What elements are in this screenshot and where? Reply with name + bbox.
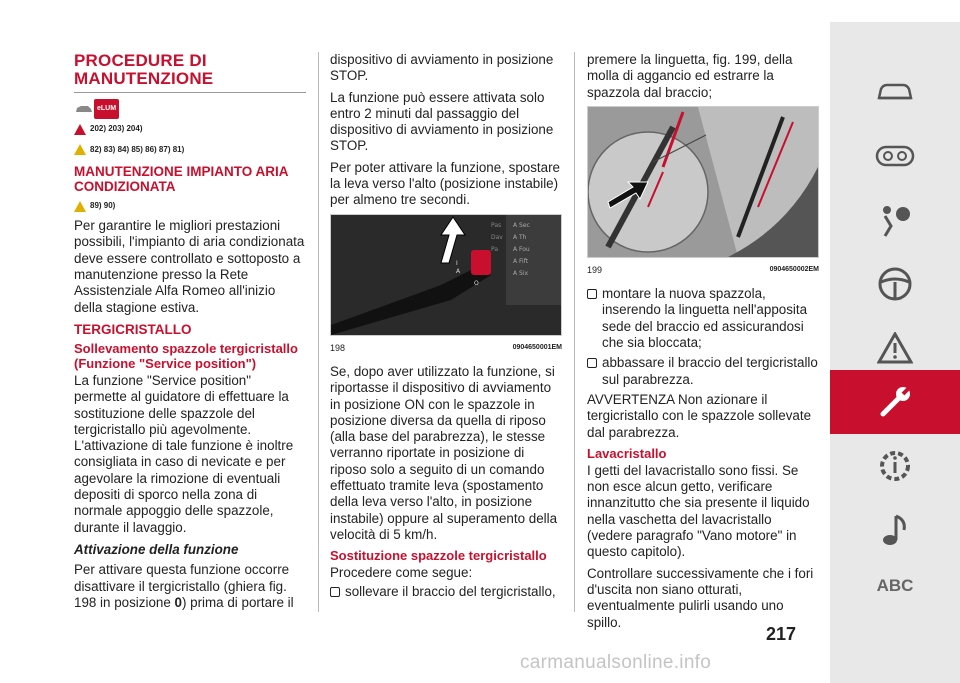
col2-paragraph-1: dispositivo di avviamento in posizione STOP. [330, 52, 554, 84]
list-item: abbassare il braccio del tergicristallo sul parabrezza. [587, 355, 819, 388]
title-rule [74, 92, 306, 93]
svg-text:A: A [456, 267, 461, 275]
ac-paragraph: Per garantire le migliori prestazioni possibili, l'impianto di aria condizionata deve essere controllato e sottoposto a manutenzione presso la Rete Assistenziale Alfa Romeo all'inizio della stagione estiva. [74, 218, 305, 315]
checkbox-bullet-icon [587, 358, 597, 368]
steering-wheel-icon [877, 266, 913, 302]
sidebar-item-safety[interactable] [830, 188, 960, 252]
activation-title: Attivazione della funzione [74, 541, 239, 557]
wiper-lever-illustration [331, 215, 561, 335]
svg-text:A Six: A Six [513, 269, 529, 277]
column-divider [574, 52, 575, 612]
svg-text:A Th: A Th [513, 233, 527, 241]
activation-paragraph: Per attivare questa funzione occorre disattivare il tergicristallo (ghiera fig. 198 in posizione 0) prima di portare il [74, 562, 294, 610]
col2-paragraph-3: Per poter attivare la funzione, spostare la leva verso l'alto (posizione instabile) per almeno tre secondi. [330, 159, 561, 208]
col2-paragraph-4: Se, dopo aver utilizzato la funzione, si riportasse il dispositivo di avviamento in posizione ON con le spazzole in posizione diversa da quella di riposo (alla base del parabrezza), le stesse verranno riportate in posizione di riposo solo a seguito di un comando effettuato tramite leva (spostamento della leva verso l'alto, in posizione instabile) oppure al superamento della velocità di 5 km/h. [330, 363, 558, 542]
replace-title: Sostituzione spazzole tergicristallo [330, 548, 547, 564]
elum-tag: eLUM [94, 99, 119, 119]
column-1 [74, 52, 306, 616]
svg-text:I: I [456, 259, 458, 267]
wiper-blade-illustration [588, 107, 818, 257]
washer-paragraph-1: I getti del lavacristallo sono fissi. Se non esce alcun getto, verificare innanzitutto che sia presente il liquido nella vaschetta del lavacristallo (vedere paragrafo "Vano motore" in questo capitolo). [587, 462, 810, 560]
car-icon [875, 80, 915, 104]
chapter-sidebar [830, 22, 960, 683]
warning-text: AVVERTENZA Non azionare il tergicristallo con le spazzole sollevate dal parabrezza. [587, 391, 812, 440]
col2-paragraph-2: La funzione può essere attivata solo entro 2 minuti dal passaggio del dispositivo di avviamento in posizione STOP. [330, 89, 554, 154]
warning-refs-1: 202) 203) 204) [90, 124, 143, 134]
figure-198-number: 198 [330, 342, 346, 353]
watermark: carmanualsonline.info [520, 652, 712, 673]
warning-refs-3: 89) 90) [90, 200, 116, 210]
washer-title: Lavacristallo [587, 445, 667, 461]
elum-badge [74, 99, 306, 119]
airbag-icon [877, 202, 913, 238]
sidebar-item-index[interactable]: ABC [876, 576, 914, 595]
music-note-icon [880, 512, 910, 548]
gear-info-icon [877, 448, 913, 484]
svg-text:A Sec: A Sec [513, 221, 530, 229]
checkbox-bullet-icon [587, 289, 597, 299]
svg-text:Pas: Pas [491, 221, 502, 229]
figure-199-number: 199 [587, 264, 603, 275]
svg-text:A Fift: A Fift [513, 257, 529, 265]
red-warning-icon [74, 124, 86, 135]
sidebar-item-car[interactable] [830, 60, 960, 124]
yellow-warning-icon [74, 144, 86, 155]
list-item: sollevare il braccio del tergicristallo, [330, 584, 562, 600]
wrench-icon [877, 384, 913, 420]
gauge-icon [875, 144, 915, 168]
wiper-section-title: TERGICRISTALLO [74, 321, 192, 337]
figure-199 [587, 106, 819, 258]
ac-section-title: MANUTENZIONE IMPIANTO ARIA CONDIZIONATA [74, 163, 288, 194]
svg-text:Dav: Dav [491, 233, 503, 241]
section-title: PROCEDURE DI MANUTENZIONE [74, 51, 214, 88]
washer-paragraph-2: Controllare successivamente che i fori d'uscita non siano otturati, eventualmente pulirli usando uno spillo. [587, 565, 814, 630]
figure-199-code: 0904650002EM [769, 265, 819, 273]
sidebar-item-technical-data[interactable] [830, 434, 960, 498]
list-item: montare la nuova spazzola, inserendo la linguetta nell'apposita sede del braccio ed assicurandosi che sia bloccata; [587, 286, 819, 351]
sidebar-item-dashboard[interactable] [830, 124, 960, 188]
column-divider [318, 52, 319, 612]
figure-198-code: 0904650001EM [512, 343, 562, 351]
sidebar-item-driving[interactable] [830, 252, 960, 316]
warning-refs-2: 82) 83) 84) 85) 86) 87) 81) [90, 144, 185, 154]
svg-text:O: O [474, 279, 479, 287]
column-2 [330, 52, 562, 604]
figure-198 [330, 214, 562, 336]
checkbox-bullet-icon [330, 587, 340, 597]
wiper-sub-title: Sollevamento spazzole tergicristallo (Funzione "Service position") [74, 340, 298, 371]
warning-triangle-icon [877, 332, 913, 364]
car-icon [74, 104, 94, 114]
wiper-paragraph: La funzione "Service position" permette al guidatore di effettuare la sostituzione delle spazzole del tergicristallo più agevolmente. L'attivazione di tale funzione è inoltre consigliata in caso di nevicate e per agevolare la rimozione di eventuali depositi di sporco nella zona di normale appoggio delle spazzole, durante il lavaggio. [74, 372, 294, 535]
yellow-warning-icon [74, 201, 86, 212]
page-number: 217 [766, 624, 797, 644]
replace-intro: Procedere come segue: [330, 565, 473, 581]
sidebar-item-maintenance[interactable] [830, 370, 960, 434]
svg-text:Pa: Pa [491, 245, 499, 253]
svg-text:A Fou: A Fou [513, 245, 530, 253]
col3-paragraph-1: premere la linguetta, fig. 199, della molla di aggancio ed estrarre la spazzola dal braccio; [587, 52, 793, 100]
column-3 [587, 52, 819, 636]
sidebar-item-multimedia[interactable] [830, 498, 960, 562]
